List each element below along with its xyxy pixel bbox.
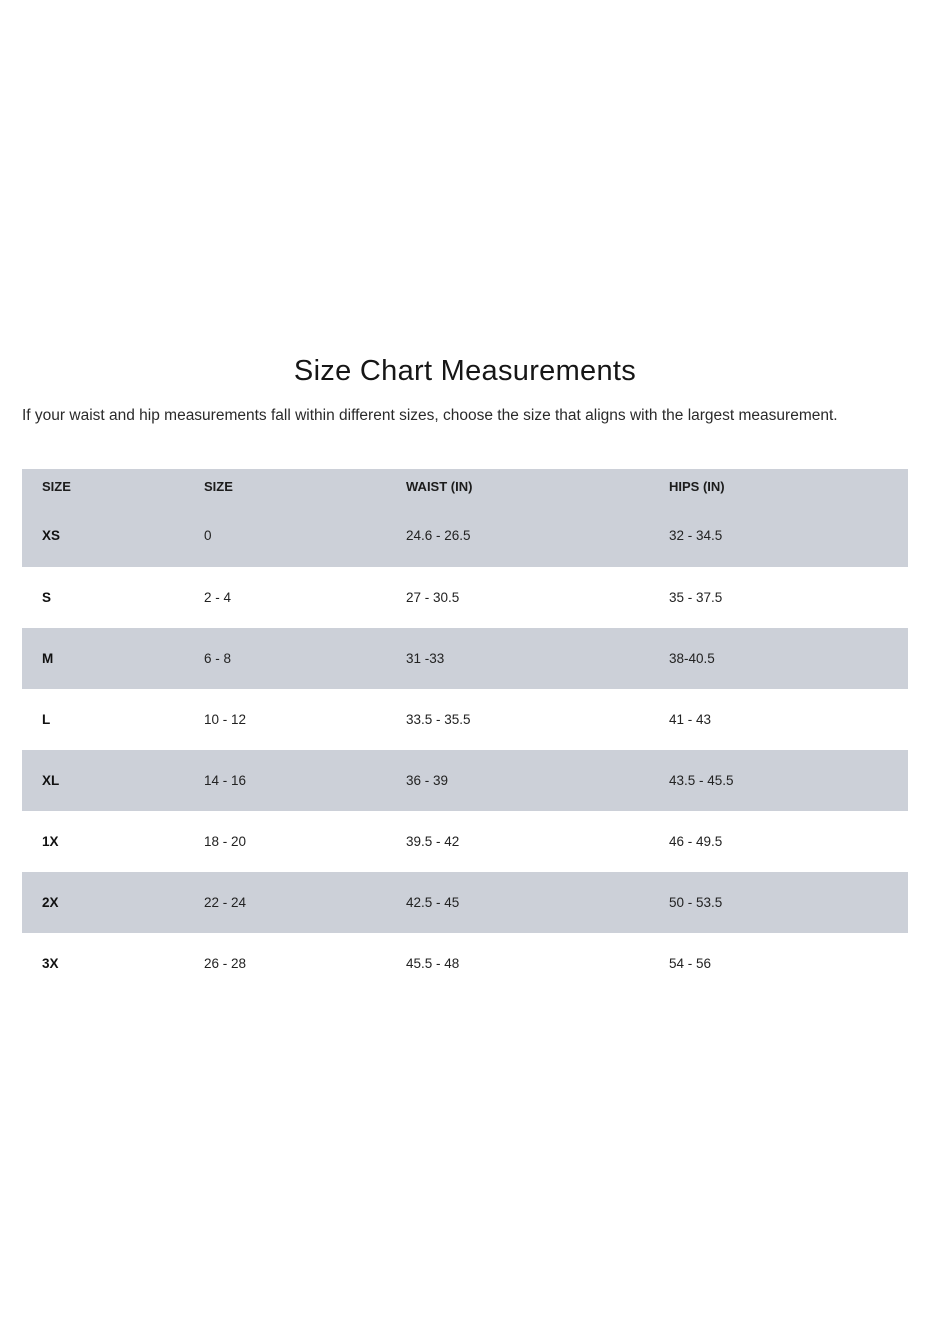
- table-row: [22, 628, 908, 689]
- table-row: [22, 567, 908, 628]
- row-size-letter: 2X: [42, 895, 59, 910]
- row-size-numeric: 14 - 16: [204, 773, 247, 788]
- row-size-letter: 1X: [42, 834, 59, 849]
- size-chart-table: [22, 469, 908, 994]
- row-size-letter: M: [42, 651, 54, 666]
- row-hips: 41 - 43: [669, 712, 712, 727]
- row-waist: 39.5 - 42: [406, 834, 460, 849]
- row-size-numeric: 10 - 12: [204, 712, 247, 727]
- row-waist: 36 - 39: [406, 773, 449, 788]
- row-size-numeric: 2 - 4: [204, 590, 232, 605]
- row-hips: 50 - 53.5: [669, 895, 723, 910]
- row-size-numeric: 22 - 24: [204, 895, 247, 910]
- row-waist: 27 - 30.5: [406, 590, 460, 605]
- row-hips: 38-40.5: [669, 651, 715, 666]
- row-size-numeric: 6 - 8: [204, 651, 232, 666]
- row-size-numeric: 0: [204, 528, 212, 543]
- row-waist: 45.5 - 48: [406, 956, 460, 971]
- header-waist: WAIST (IN): [406, 479, 473, 494]
- row-hips: 54 - 56: [669, 956, 712, 971]
- header-size-letter: SIZE: [42, 479, 71, 494]
- row-waist: 33.5 - 35.5: [406, 712, 471, 727]
- row-waist: 42.5 - 45: [406, 895, 460, 910]
- row-size-numeric: 26 - 28: [204, 956, 247, 971]
- table-header-row: [22, 469, 908, 504]
- row-waist: 31 -33: [406, 651, 445, 666]
- row-waist: 24.6 - 26.5: [406, 528, 471, 543]
- row-hips: 43.5 - 45.5: [669, 773, 734, 788]
- row-size-letter: XS: [42, 528, 61, 543]
- row-size-numeric: 18 - 20: [204, 834, 247, 849]
- table-row: [22, 750, 908, 811]
- table-row: [22, 872, 908, 933]
- header-hips: HIPS (IN): [669, 479, 725, 494]
- page-title: Size Chart Measurements: [293, 355, 637, 387]
- table-row: [22, 504, 908, 567]
- header-size-numeric: SIZE: [204, 479, 233, 494]
- row-size-letter: S: [42, 590, 52, 605]
- row-hips: 35 - 37.5: [669, 590, 723, 605]
- row-size-letter: L: [42, 712, 51, 727]
- table-row: [22, 811, 908, 872]
- row-hips: 32 - 34.5: [669, 528, 723, 543]
- row-hips: 46 - 49.5: [669, 834, 723, 849]
- size-guidance-note: If your waist and hip measurements fall within different sizes, choose the size that aligns with the largest measurement.: [22, 407, 838, 424]
- table-row: [22, 933, 908, 994]
- row-size-letter: XL: [42, 773, 60, 788]
- row-size-letter: 3X: [42, 956, 59, 971]
- table-row: [22, 689, 908, 750]
